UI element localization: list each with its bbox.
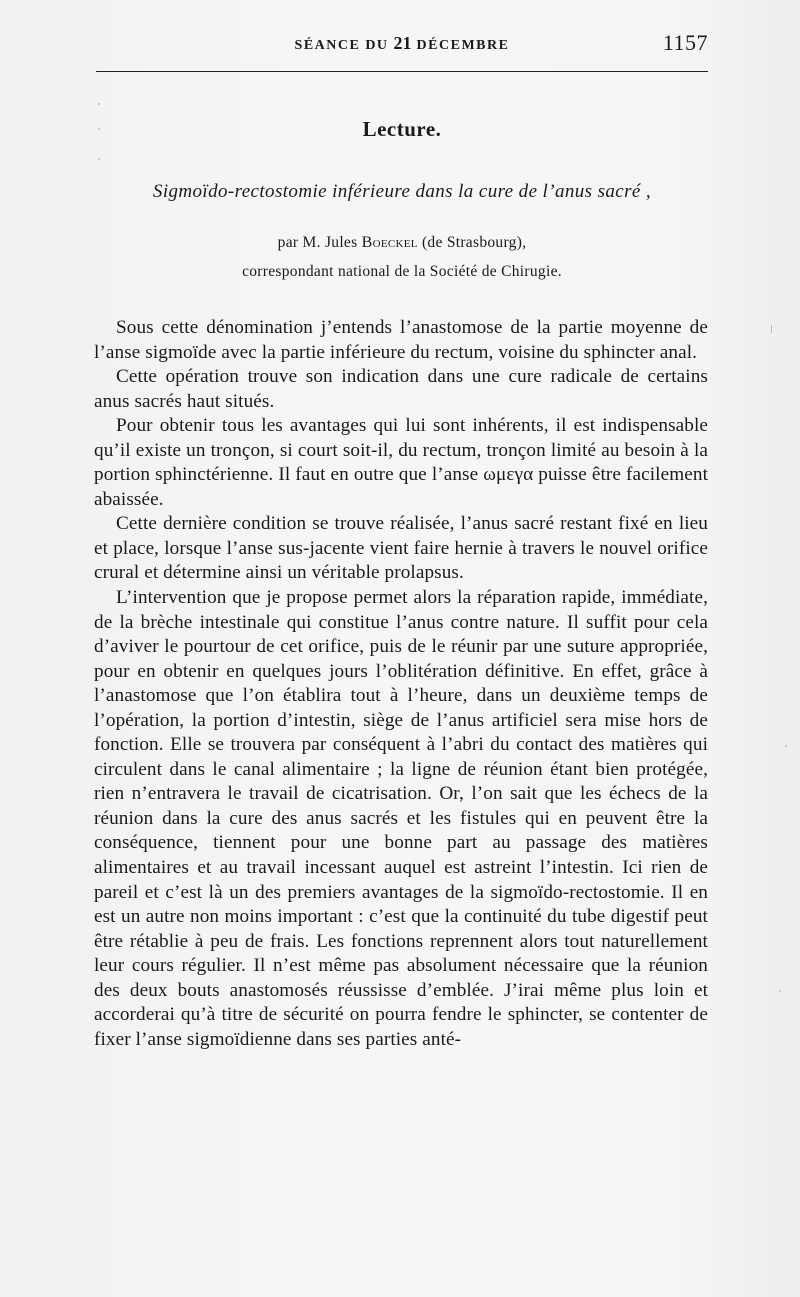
section-title: Lecture.	[362, 117, 442, 141]
author-prefix: par M. Jules	[277, 234, 362, 251]
paragraph-3: Pour obtenir tous les avantages qui lui sont inhérents, il est indispensable qu’il existe un tronçon, si court soit-il, du rectum, tronçon limité au besoin à la portion sphinctérienne. Il faut en outre que l’anse ωμεγα puisse être facilement abaissée.	[94, 415, 708, 510]
scan-speck	[98, 128, 100, 130]
scan-speck	[98, 103, 100, 105]
scan-speck	[779, 990, 781, 992]
author-origin: (de Strasbourg),	[417, 234, 527, 251]
scan-speck	[785, 745, 787, 747]
scan-speck	[98, 158, 100, 160]
author-line	[96, 228, 708, 257]
header-rule	[96, 71, 708, 72]
running-title-day: 21	[393, 33, 412, 53]
running-title	[96, 33, 708, 54]
paragraph-4: Cette dernière condition se trouve réalisée, l’anus sacré restant fixé en lieu et place, lorsque l’anse sus-jacente vient faire hernie à travers le nouvel orifice crural et détermine ainsi un véritable prolapsus.	[94, 513, 708, 584]
article-title: Sigmoïdo-rectostomie inférieure dans la cure de l’anus sacré ,	[152, 181, 652, 202]
article-body	[94, 316, 708, 1052]
paragraph-2: Cette opération trouve son indication dans une cure radicale de certains anus sacrés haut situés.	[94, 366, 708, 412]
page-number: 1157	[662, 30, 708, 55]
running-header	[96, 30, 708, 60]
author-surname: Boeckel	[361, 234, 418, 251]
running-title-prefix: SÉANCE DU	[294, 38, 394, 53]
scan-speck	[771, 325, 772, 333]
author-affiliation: correspondant national de la Société de Chirugie.	[242, 263, 562, 280]
paragraph-1: Sous cette dénomination j’entends l’anastomose de la partie moyenne de l’anse sigmoïde avec la partie inférieure du rectum, voisine du sphincter anal.	[94, 317, 708, 363]
paragraph-5: L’intervention que je propose permet alors la réparation rapide, immédiate, de la brèche intestinale qui constitue l’anus contre nature. Il suffit pour cela d’aviver le pourtour de cet orifice, puis de le réunir par une suture appropriée, pour en obtenir en quelques jours l’oblitération définitive. En effet, grâce à l’anastomose que l’on établira tout à l’heure, dans un deuxième temps de l’opération, la portion d’intestin, siège de l’anus artificiel sera mise hors de fonction. Elle se trouvera par conséquent à l’abri du contact des matières qui circulent dans le canal alimentaire ; la ligne de réunion étant bien protégée, rien n’entravera le travail de cicatrisation. Or, l’on sait que les échecs de la réunion dans la cure des anus sacrés et les fistules qui en peuvent être la conséquence, tiennent pour une bonne part au passage des matières alimentaires et au travail incessant auquel est astreint l’intestin. Ici rien de pareil et c’est là un des premiers avantages de la sigmoïdo-rectostomie. Il en est un autre non moins important : c’est que la continuité du tube digestif peut être rétablie à peu de frais. Les fonctions reprennent alors tout naturellement leur cours régulier. Il n’est même pas absolument nécessaire que la réunion des deux bouts anastomosés réussisse d’emblée. J’irai même plus loin et accorderai qu’à titre de sécurité on pourra fendre le sphincter, se contenter de fixer l’anse sigmoïdienne dans ses parties anté-	[94, 587, 708, 1050]
byline	[96, 228, 708, 286]
running-title-month: DÉCEMBRE	[411, 38, 510, 53]
